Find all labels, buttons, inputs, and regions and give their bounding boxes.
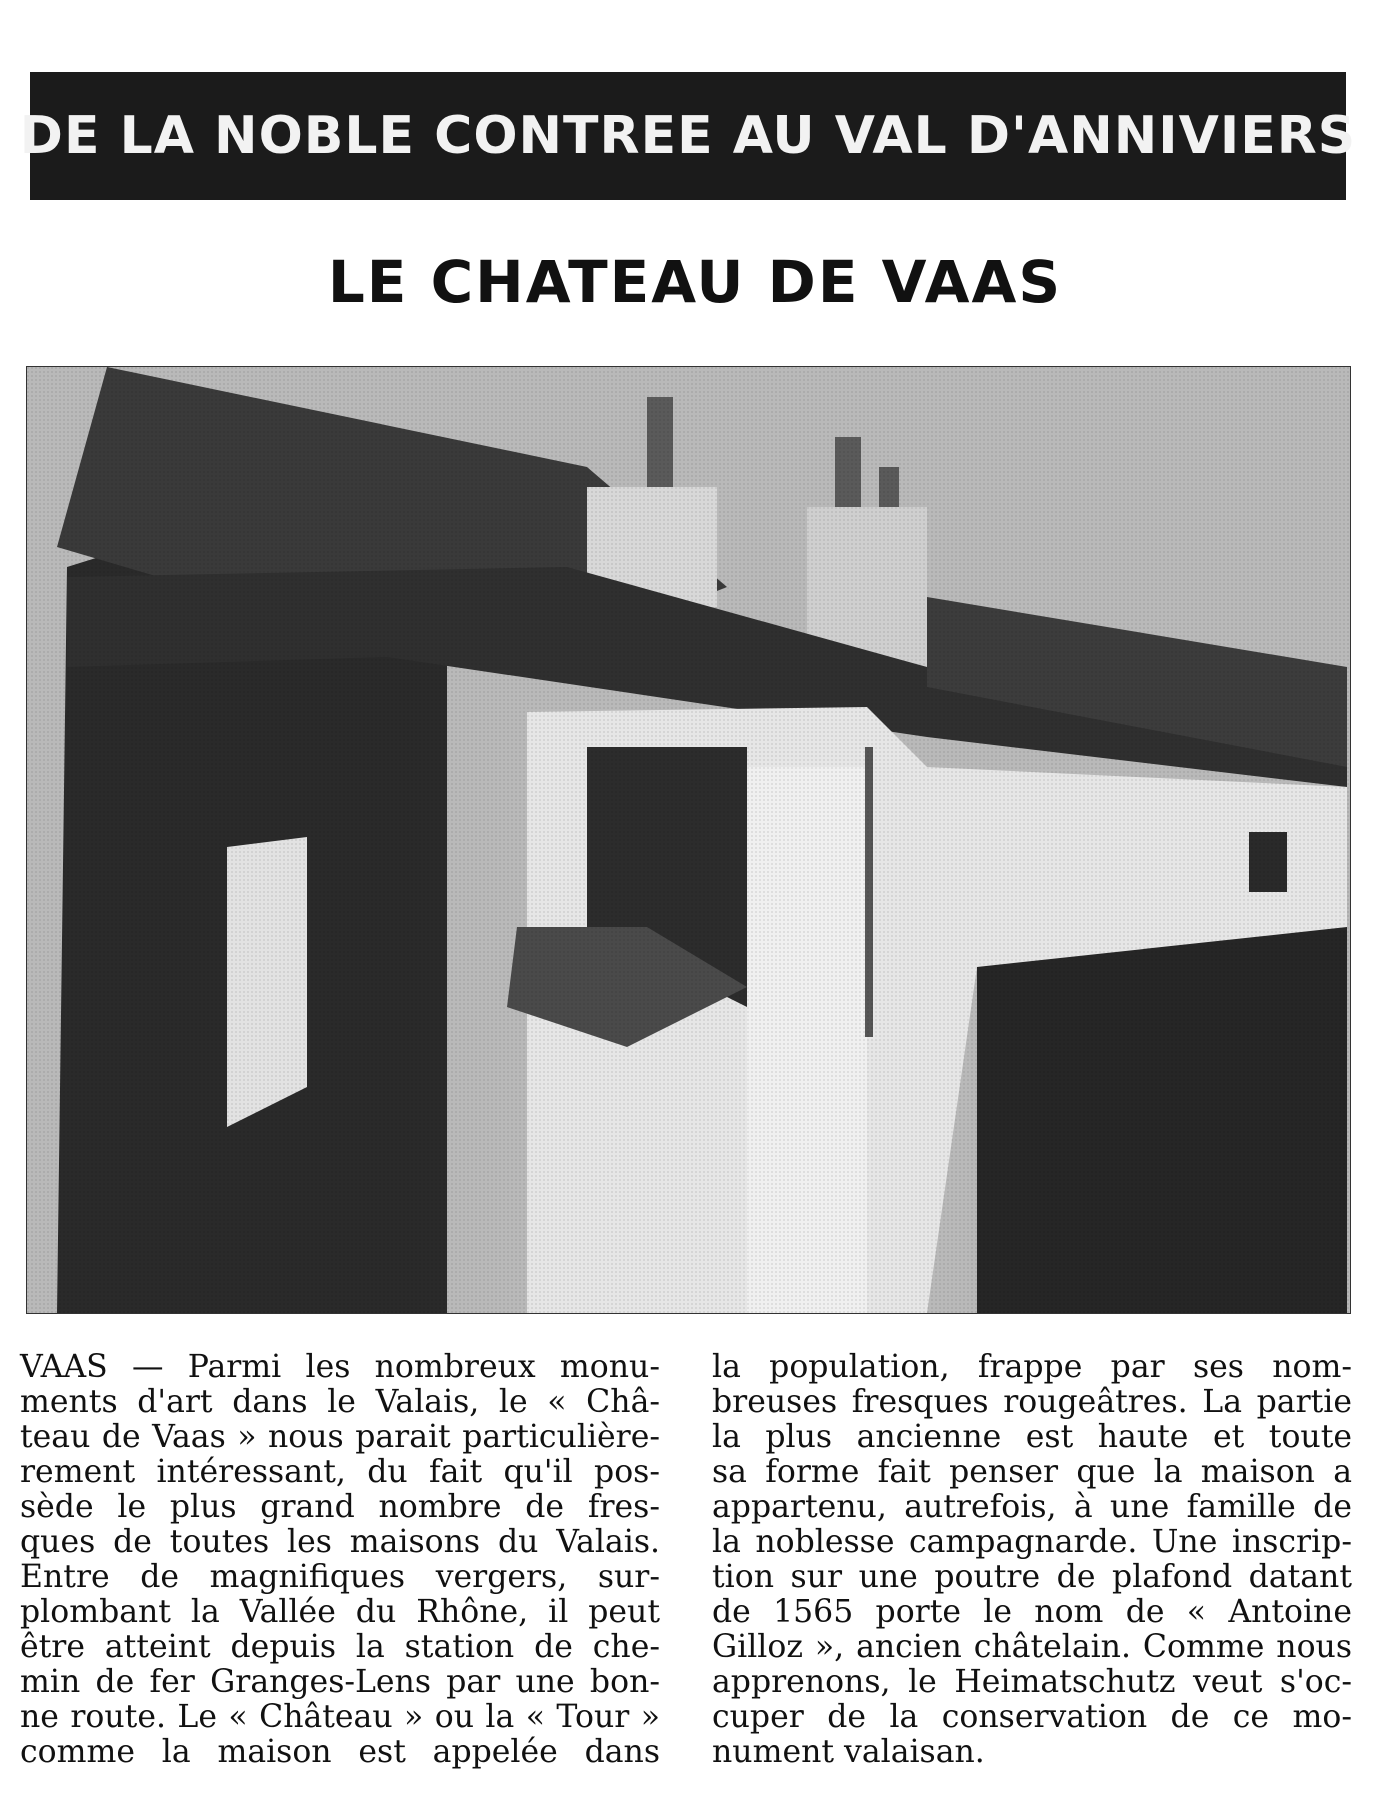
article-line: Entre de magnifiques vergers, sur- bbox=[20, 1559, 660, 1595]
section-banner bbox=[19, 72, 1357, 200]
article-line: breuses fresques rougeâtres. La partie bbox=[712, 1384, 1352, 1420]
article-line: rement intéressant, du fait qu'il pos- bbox=[20, 1454, 660, 1490]
article-line: cuper de la conservation de ce mo- bbox=[712, 1699, 1352, 1735]
article-line: nument valaisan. bbox=[712, 1734, 985, 1770]
article-line: sa forme fait penser que la maison a bbox=[712, 1454, 1352, 1490]
article-line: plombant la Vallée du Rhône, il peut bbox=[20, 1594, 660, 1630]
article-line: de 1565 porte le nom de « Antoine bbox=[712, 1594, 1352, 1630]
article-line: Gilloz », ancien châtelain. Comme nous bbox=[712, 1629, 1352, 1665]
article-line: min de fer Granges-Lens par une bon- bbox=[20, 1664, 660, 1700]
article-line: VAAS — Parmi les nombreux monu- bbox=[20, 1349, 660, 1385]
article-line: apprenons, le Heimatschutz veut s'oc- bbox=[712, 1664, 1352, 1700]
article-column-right bbox=[712, 1350, 1352, 1770]
article-line: ne route. Le « Château » ou la « Tour » bbox=[20, 1699, 660, 1735]
chateau-photo bbox=[26, 366, 1351, 1314]
article-line: comme la maison est appelée dans bbox=[20, 1734, 660, 1770]
article-line: ments d'art dans le Valais, le « Châ- bbox=[20, 1384, 660, 1420]
chateau-photo-illustration bbox=[27, 367, 1350, 1313]
article-line: tion sur une poutre de plafond datant bbox=[712, 1559, 1352, 1595]
article-line: appartenu, autrefois, à une famille de bbox=[712, 1489, 1352, 1525]
article-line: sède le plus grand nombre de fres- bbox=[20, 1489, 660, 1525]
banner-title: DE LA NOBLE CONTREE AU VAL D'ANNIVIERS bbox=[19, 106, 1357, 166]
article-line: être atteint depuis la station de che- bbox=[20, 1629, 660, 1665]
article-line: la population, frappe par ses nom- bbox=[712, 1349, 1352, 1385]
article-line: la noblesse campagnarde. Une inscrip- bbox=[712, 1524, 1352, 1560]
article-line: ques de toutes les maisons du Valais. bbox=[20, 1524, 660, 1560]
article-line: la plus ancienne est haute et toute bbox=[712, 1419, 1352, 1455]
article-headline: LE CHATEAU DE VAAS bbox=[327, 248, 1063, 316]
article-line: teau de Vaas » nous parait particulière- bbox=[20, 1419, 660, 1455]
article-column-left bbox=[20, 1350, 660, 1770]
